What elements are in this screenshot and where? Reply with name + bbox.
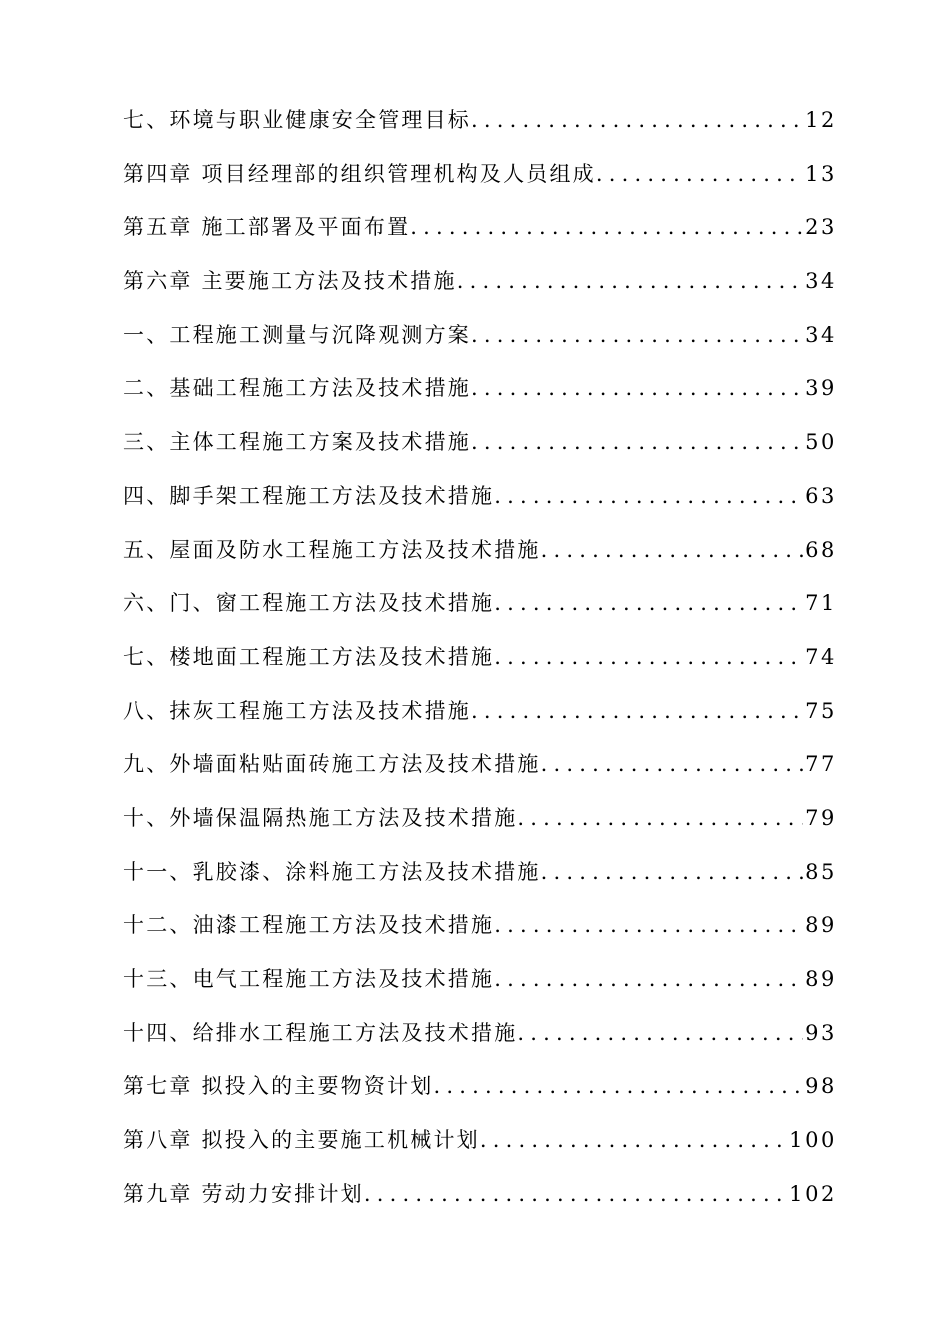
toc-dot-leader	[457, 269, 803, 293]
toc-dot-leader	[480, 1128, 787, 1152]
toc-entry[interactable]	[123, 909, 835, 963]
toc-entry-page-number: 71	[805, 591, 837, 616]
toc-entry-title: 第八章 拟投入的主要施工机械计划	[123, 1128, 480, 1153]
toc-entry[interactable]	[123, 211, 835, 265]
toc-entry-title: 十三、电气工程施工方法及技术措施	[123, 967, 495, 991]
toc-dot-leader	[410, 215, 803, 239]
toc-dot-leader	[541, 752, 803, 776]
toc-dot-leader	[364, 1182, 787, 1206]
toc-entry-page-number: 13	[805, 161, 837, 186]
toc-entry-title: 十、外墙保温隔热施工方法及技术措施	[123, 805, 518, 830]
toc-entry[interactable]	[123, 1070, 835, 1124]
toc-entry-page-number: 89	[805, 913, 837, 938]
toc-entry-title: 三、主体工程施工方案及技术措施	[123, 430, 471, 455]
toc-dot-leader	[494, 913, 803, 937]
toc-dot-leader	[517, 1021, 803, 1045]
toc-dot-leader	[471, 323, 803, 347]
toc-entry[interactable]	[123, 856, 835, 910]
toc-dot-leader	[517, 806, 803, 830]
toc-entry-title: 第七章 拟投入的主要物资计划	[123, 1074, 434, 1099]
toc-dot-leader	[471, 376, 803, 400]
toc-entry[interactable]	[123, 1178, 835, 1232]
toc-dot-leader	[433, 1074, 803, 1098]
toc-entry-page-number: 75	[805, 698, 837, 723]
toc-entry-title: 七、环境与职业健康安全管理目标	[123, 108, 471, 132]
toc-entry[interactable]	[123, 534, 835, 588]
toc-entry[interactable]	[123, 695, 835, 749]
toc-entry[interactable]	[123, 963, 835, 1017]
toc-entry[interactable]	[123, 265, 835, 319]
toc-entry-page-number: 39	[805, 376, 837, 401]
toc-entry-title: 五、屋面及防水工程施工方法及技术措施	[123, 537, 541, 562]
toc-entry-page-number: 93	[805, 1020, 837, 1045]
toc-entry[interactable]	[123, 158, 835, 212]
toc-entry[interactable]	[123, 480, 835, 534]
toc-entry-title: 第六章 主要施工方法及技术措施	[123, 269, 457, 294]
toc-entry-page-number: 85	[805, 859, 837, 884]
toc-entry-page-number: 50	[805, 430, 837, 455]
toc-entry-page-number: 34	[805, 322, 837, 347]
toc-dot-leader	[494, 645, 803, 669]
toc-dot-leader	[494, 484, 803, 508]
toc-dot-leader	[541, 860, 803, 884]
toc-entry-title: 一、工程施工测量与沉降观测方案	[123, 322, 471, 347]
table-of-contents	[123, 104, 835, 1231]
toc-entry[interactable]	[123, 802, 835, 856]
toc-entry-title: 六、门、窗工程施工方法及技术措施	[123, 591, 495, 616]
toc-entry-title: 四、脚手架工程施工方法及技术措施	[123, 483, 495, 508]
toc-entry-page-number: 63	[805, 483, 837, 508]
toc-entry-page-number: 12	[805, 108, 837, 132]
toc-entry-title: 十二、油漆工程施工方法及技术措施	[123, 913, 495, 938]
toc-entry-title: 八、抹灰工程施工方法及技术措施	[123, 698, 471, 723]
toc-dot-leader	[494, 591, 803, 615]
toc-dot-leader	[471, 430, 803, 454]
toc-entry[interactable]	[123, 1017, 835, 1071]
toc-entry-page-number: 77	[805, 752, 837, 777]
toc-entry[interactable]	[123, 1124, 835, 1178]
toc-entry[interactable]	[123, 372, 835, 426]
toc-entry-title: 第四章 项目经理部的组织管理机构及人员组成	[123, 161, 596, 186]
toc-dot-leader	[494, 967, 803, 991]
toc-dot-leader	[596, 162, 803, 186]
toc-entry[interactable]	[123, 641, 835, 695]
toc-entry-title: 十四、给排水工程施工方法及技术措施	[123, 1020, 518, 1045]
toc-entry-title: 十一、乳胶漆、涂料施工方法及技术措施	[123, 859, 541, 884]
toc-entry[interactable]	[123, 104, 835, 158]
toc-entry-page-number: 102	[789, 1181, 837, 1206]
toc-entry-title: 第五章 施工部署及平面布置	[123, 215, 411, 240]
toc-entry-page-number: 98	[805, 1074, 837, 1099]
toc-entry-title: 七、楼地面工程施工方法及技术措施	[123, 644, 495, 669]
toc-entry-page-number: 34	[805, 269, 837, 294]
toc-entry[interactable]	[123, 748, 835, 802]
toc-entry-page-number: 89	[805, 967, 837, 991]
toc-entry-page-number: 68	[805, 537, 837, 562]
toc-entry-title: 第九章 劳动力安排计划	[123, 1181, 364, 1206]
toc-dot-leader	[541, 538, 803, 562]
toc-dot-leader	[471, 108, 803, 132]
toc-entry-page-number: 79	[805, 805, 837, 830]
toc-entry[interactable]	[123, 426, 835, 480]
toc-entry[interactable]	[123, 319, 835, 373]
toc-entry-page-number: 23	[805, 215, 837, 240]
toc-dot-leader	[471, 699, 803, 723]
toc-entry-title: 二、基础工程施工方法及技术措施	[123, 376, 471, 401]
toc-entry-page-number: 100	[789, 1128, 837, 1153]
toc-entry-page-number: 74	[805, 644, 837, 669]
toc-entry-title: 九、外墙面粘贴面砖施工方法及技术措施	[123, 752, 541, 777]
toc-entry[interactable]	[123, 587, 835, 641]
